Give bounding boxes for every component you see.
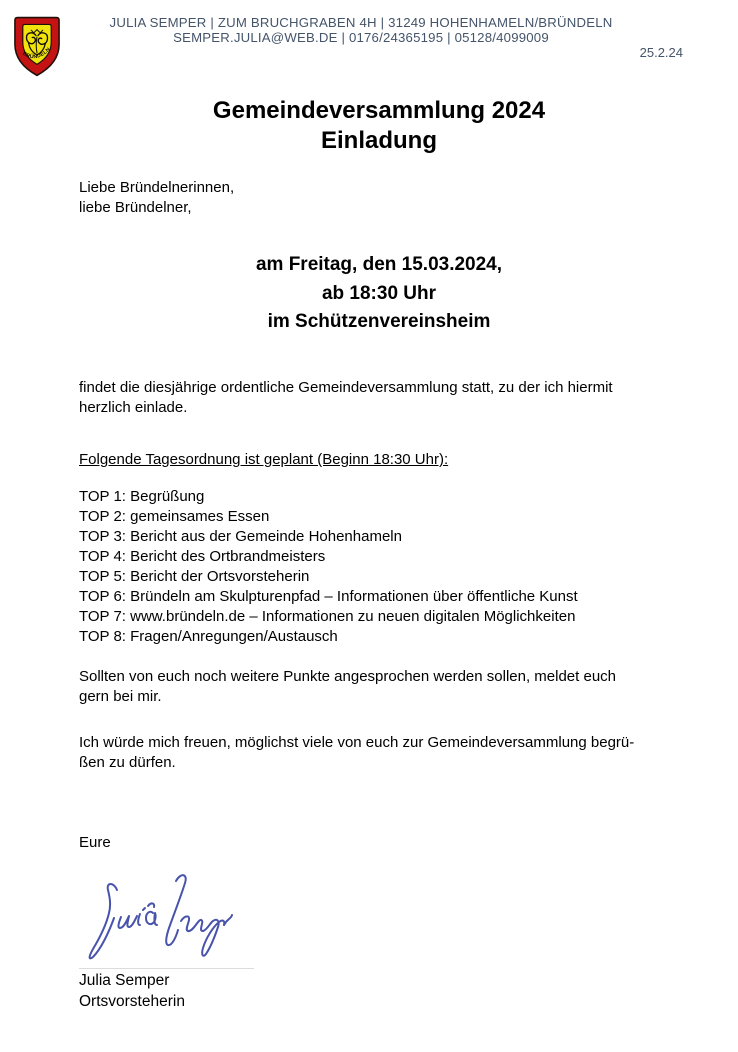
signer-block: [79, 970, 185, 1012]
letterhead-line2: SEMPER.JULIA@WEB.DE | 0176/24365195 | 05128/4099009: [173, 29, 549, 45]
intro-line2: herzlich einlade.: [79, 399, 188, 416]
agenda-item-6: TOP 6: Bründeln am Skulpturenpfad – Informationen über öffentliche Kunst: [79, 588, 578, 605]
outro-p1-line1: Sollten von euch noch weitere Punkte angesprochen werden sollen, meldet euch: [79, 668, 617, 685]
handwritten-signature: [84, 869, 234, 969]
agenda-item-2: TOP 2: gemeinsames Essen: [79, 508, 270, 525]
event-place-line: im Schützenvereinsheim: [267, 311, 491, 332]
title-line2: Einladung: [321, 127, 437, 154]
agenda-heading: Folgende Tagesordnung ist geplant (Beginn 18:30 Uhr):: [79, 451, 449, 468]
outro-p2-line1: Ich würde mich freuen, möglichst viele von euch zur Gemeindeversammlung begrü-: [79, 734, 635, 751]
title-line1: Gemeindeversammlung 2024: [212, 97, 546, 124]
agenda-item-5: TOP 5: Bericht der Ortsvorsteherin: [79, 568, 310, 585]
outro-p2-line2: ßen zu dürfen.: [79, 754, 176, 771]
signature-scan-edge: [79, 968, 254, 969]
agenda-item-4: TOP 4: Bericht des Ortbrandmeisters: [79, 548, 326, 565]
signer-role: Ortsvorsteherin: [79, 993, 185, 1010]
salutation-line1: Liebe Bründelnerinnen,: [79, 179, 235, 196]
event-details: [79, 251, 679, 337]
crest-label: BRÜNDELN: [21, 46, 52, 61]
valediction: Eure: [79, 834, 111, 851]
intro-line1: findet die diesjährige ordentliche Gemeindeversammlung statt, zu der ich hiermit: [79, 379, 613, 396]
salutation: [79, 178, 234, 218]
document-date: 25.2.24: [639, 45, 683, 60]
outro-paragraph-2: [79, 733, 634, 773]
agenda-list: [79, 487, 578, 647]
salutation-line2: liebe Bründelner,: [79, 199, 192, 216]
agenda-item-8: TOP 8: Fragen/Anregungen/Austausch: [79, 628, 338, 645]
document-title: [79, 96, 679, 156]
event-time-line: ab 18:30 Uhr: [321, 282, 437, 304]
event-date-line: am Freitag, den 15.03.2024,: [255, 254, 503, 275]
agenda-item-1: TOP 1: Begrüßung: [79, 488, 205, 505]
intro-paragraph: [79, 378, 613, 418]
letterhead-line1: JULIA SEMPER | ZUM BRUCHGRABEN 4H | 31249 HOHENHAMELN/BRÜNDELN: [109, 15, 613, 30]
signer-name: Julia Semper: [79, 972, 170, 989]
agenda-item-7: TOP 7: www.bründeln.de – Informationen zu neuen digitalen Möglichkeiten: [79, 608, 576, 625]
outro-p1-line2: gern bei mir.: [79, 688, 162, 705]
letterhead: [0, 16, 722, 45]
agenda-item-3: TOP 3: Bericht aus der Gemeinde Hohenhameln: [79, 528, 402, 545]
outro-paragraph-1: [79, 667, 616, 707]
